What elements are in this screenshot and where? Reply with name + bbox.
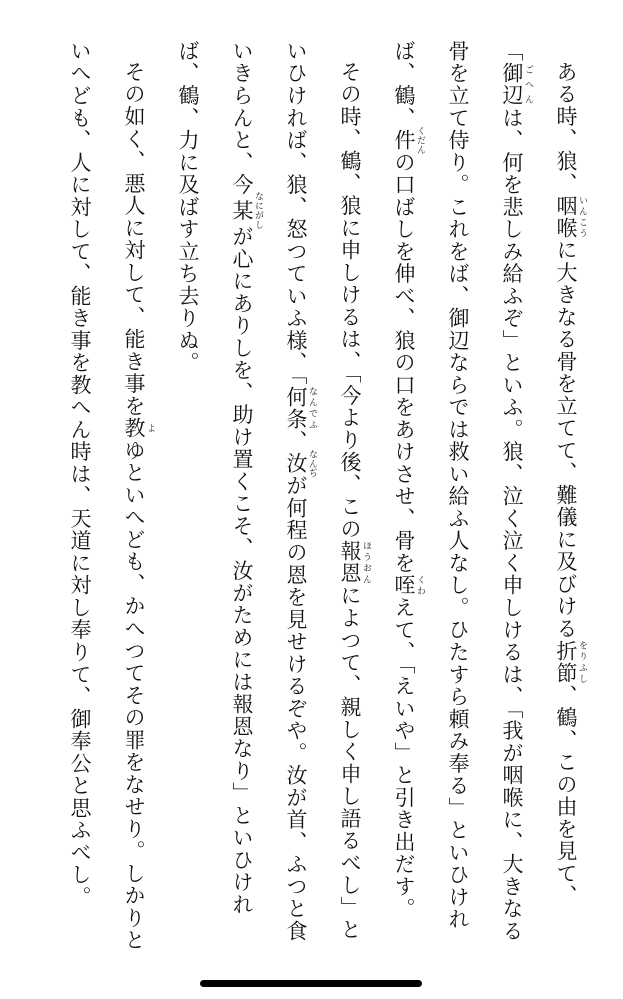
vertical-text-body: [53, 40, 593, 960]
ruby-word: 某 なにがし: [230, 191, 263, 230]
ruby-word: 教 よ: [122, 417, 155, 440]
paragraph-1: ある時、狼、咽喉 いんこうに大きなる骨を立てて、難儀に及びける折節 をりふし、鶴、この由を見て、「御辺 ごへんは、何を悲しみ給ふぞ」といふ。狼、泣く泣く申しけるは、「我が咽喉に、大きなる骨を立て侍り。これをば、御辺ならでは救い給ふ人なし。ひたすら頼み奉る」といひければ、鶴、件 くだんの口ばしを伸べ、狼の口をあけさせ、骨を咥 くわえて、「えいや」と引き出だす。: [392, 40, 587, 943]
ruby-word: 咥 くわ: [392, 574, 425, 597]
paragraph-2: その時、鶴、狼に申しけるは、「今より後、この報恩 ほうおんによつて、親しく申し語るべし」といひければ、狼、怒つていふ様、「何条 なんでふ、汝 なんぢが何程の恩を見せけるぞや。汝が首、ふつと食いきらんと、今某 なにがしが心にありしを、助け置くこそ、汝がためには報恩なり」といひければ、鶴、力に及ばす立ち去りぬ。: [176, 40, 371, 943]
ruby-word: 汝 なんぢ: [284, 449, 317, 478]
paragraph-3: その如く、悪人に対して、能き事を教 よゆといへども、かへつてその罪をなせり。しかりといへども、人に対して、能き事を教へん時は、天道に対し奉りて、御奉公と思ふべし。: [68, 40, 155, 952]
home-indicator[interactable]: [200, 980, 422, 987]
ruby-word: 何条 なんでふ: [284, 385, 317, 431]
ruby-word: 御辺 ごへん: [500, 62, 533, 107]
ruby-word: 報恩 ほうおん: [338, 540, 371, 585]
ruby-word: 咽喉 いんこう: [554, 194, 587, 240]
ruby-word: 折節 をりふし: [554, 639, 587, 685]
ruby-word: 件 くだん: [392, 126, 425, 155]
